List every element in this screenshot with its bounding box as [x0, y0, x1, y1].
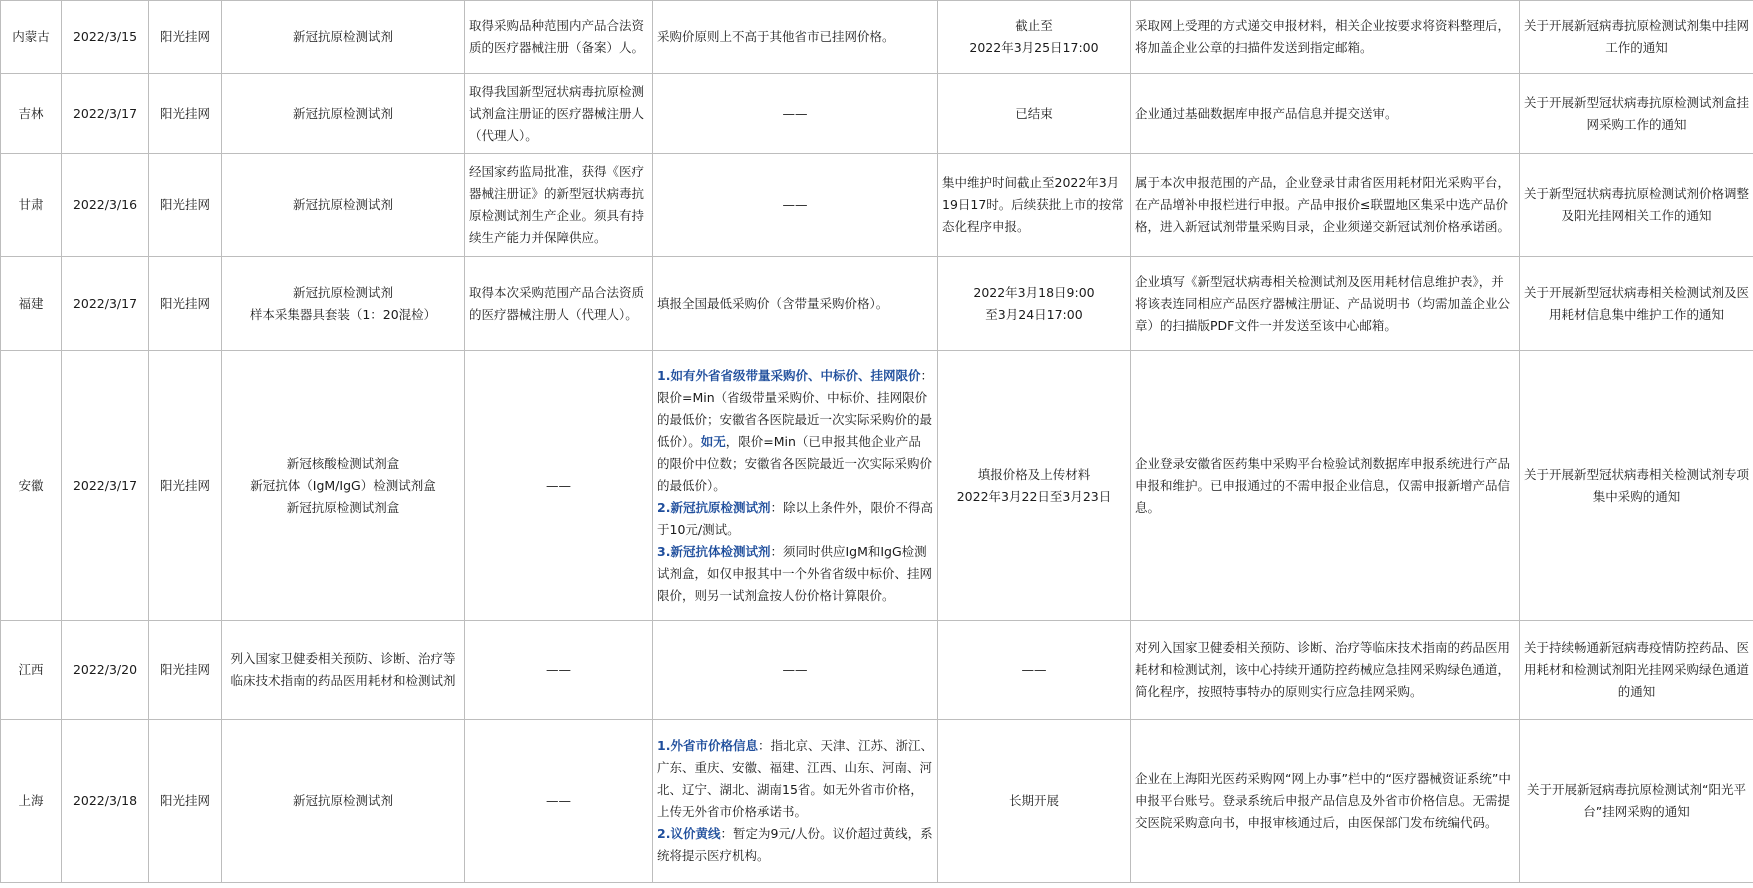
table-row [1, 351, 1753, 621]
price-cell [653, 720, 938, 883]
province-cell: 内蒙古 [1, 1, 62, 74]
product-line: 新冠抗原检测试剂 [292, 197, 393, 212]
price-paragraph [657, 194, 933, 216]
date-cell: 2022/3/18 [62, 720, 149, 883]
process-cell: 企业通过基础数据库申报产品信息并提交送审。 [1131, 74, 1520, 154]
product-cell [222, 720, 465, 883]
price-text: —— [782, 197, 808, 212]
method-cell: 阳光挂网 [149, 257, 222, 351]
date-cell: 2022/3/17 [62, 351, 149, 621]
process-cell: 属于本次申报范围的产品，企业登录甘肃省医用耗材阳光采购平台，在产品增补申报栏进行申报。产品申报价≤联盟地区集采中选产品价格，进入新冠试剂带量采购目录，企业须递交新冠试剂价格承诺函。 [1131, 154, 1520, 257]
product-line: 样本采集器具套装（1：20混检） [249, 306, 437, 322]
method-cell: 阳光挂网 [149, 74, 222, 154]
notice-cell: 关于开展新冠病毒抗原检测试剂“阳光平台”挂网采购的通知 [1520, 720, 1753, 883]
price-text: 填报全国最低采购价（含带量采购价格）。 [657, 295, 889, 311]
deadline-line: 截止至 [1015, 18, 1053, 33]
price-paragraph [657, 26, 933, 48]
province-cell: 上海 [1, 720, 62, 883]
table-row [1, 74, 1753, 154]
qualification-cell: —— [465, 351, 653, 621]
deadline-cell [938, 257, 1131, 351]
price-text: ，限价=Min（已申报其他企业产品的限价中位数；安徽省各医院最近一次实际采购价的最低价）。 [657, 433, 933, 493]
product-cell [222, 257, 465, 351]
price-paragraph [657, 103, 933, 125]
process-cell: 企业填写《新型冠状病毒相关检测试剂及医用耗材信息维护表》，并将该表连同相应产品医疗器械注册证、产品说明书（均需加盖企业公章）的扫描版PDF文件一并发送至该中心邮箱。 [1131, 257, 1520, 351]
notice-cell: 关于新型冠状病毒抗原检测试剂价格调整及阳光挂网相关工作的通知 [1520, 154, 1753, 257]
deadline-line: 集中维护时间截止至2022年3月19日17时。后续获批上市的按常态化程序申报。 [942, 175, 1124, 234]
process-cell: 采取网上受理的方式递交申报材料，相关企业按要求将资料整理后，将加盖企业公章的扫描件发送到指定邮箱。 [1131, 1, 1520, 74]
product-line: 新冠抗原检测试剂 [292, 793, 393, 808]
method-cell: 阳光挂网 [149, 1, 222, 74]
price-highlight: 3.新冠抗体检测试剂 [657, 543, 771, 559]
price-highlight: 2.新冠抗原检测试剂 [657, 499, 771, 515]
date-cell: 2022/3/17 [62, 74, 149, 154]
table-row [1, 257, 1753, 351]
deadline-cell [938, 621, 1131, 720]
price-paragraph [657, 497, 933, 541]
price-highlight: 2.议价黄线 [657, 826, 721, 841]
notice-cell: 关于开展新型冠状病毒抗原检测试剂盒挂网采购工作的通知 [1520, 74, 1753, 154]
price-paragraph [657, 293, 933, 315]
process-cell: 对列入国家卫健委相关预防、诊断、治疗等临床技术指南的药品医用耗材和检测试剂，该中心持续开通防控药械应急挂网采购绿色通道，简化程序，按照特事特办的原则实行应急挂网采购。 [1131, 621, 1520, 720]
province-cell: 甘肃 [1, 154, 62, 257]
process-cell: 企业在上海阳光医药采购网“网上办事”栏中的“医疗器械资证系统”中申报平台账号。登录系统后申报产品信息及外省市价格信息。无需提交医院采购意向书，申报审核通过后，由医保部门发布统编代码。 [1131, 720, 1520, 883]
product-cell [222, 351, 465, 621]
qualification-cell: 取得本次采购范围产品合法资质的医疗器械注册人（代理人）。 [465, 257, 653, 351]
price-paragraph [657, 735, 933, 823]
product-cell [222, 74, 465, 154]
product-cell [222, 1, 465, 74]
deadline-line: 2022年3月18日9:00 [973, 284, 1095, 300]
deadline-cell [938, 74, 1131, 154]
deadline-line: 填报价格及上传材料 [977, 466, 1091, 482]
province-cell: 福建 [1, 257, 62, 351]
table-row [1, 1, 1753, 74]
deadline-line: —— [1021, 662, 1047, 677]
notice-cell: 关于开展新型冠状病毒相关检测试剂专项集中采购的通知 [1520, 351, 1753, 621]
deadline-line: 长期开展 [1008, 793, 1059, 808]
method-cell: 阳光挂网 [149, 351, 222, 621]
deadline-line: 至3月24日17:00 [985, 306, 1083, 322]
product-cell [222, 621, 465, 720]
price-text: ：暂定为9元/人份。议价超过黄线，系统将提示医疗机构。 [657, 826, 933, 863]
price-text: —— [782, 105, 808, 121]
price-cell [653, 1, 938, 74]
deadline-cell [938, 1, 1131, 74]
price-text: —— [782, 662, 808, 677]
method-cell: 阳光挂网 [149, 720, 222, 883]
price-text: ：除以上条件外，限价不得高于10元/测试。 [657, 499, 933, 537]
method-cell: 阳光挂网 [149, 154, 222, 257]
product-cell [222, 154, 465, 257]
price-highlight: 1.外省市价格信息 [657, 738, 758, 753]
price-paragraph [657, 659, 933, 681]
product-line: 新冠抗原检测试剂 [292, 105, 393, 121]
qualification-cell: —— [465, 720, 653, 883]
notice-cell: 关于持续畅通新冠病毒疫情防控药品、医用耗材和检测试剂阳光挂网采购绿色通道的通知 [1520, 621, 1753, 720]
deadline-cell [938, 154, 1131, 257]
date-cell: 2022/3/15 [62, 1, 149, 74]
price-cell [653, 154, 938, 257]
province-cell: 江西 [1, 621, 62, 720]
price-highlight: 如无 [700, 433, 726, 449]
deadline-line: 已结束 [1015, 105, 1053, 121]
price-paragraph [657, 541, 933, 607]
qualification-cell: —— [465, 621, 653, 720]
deadline-line: 2022年3月22日至3月23日 [956, 488, 1112, 504]
qualification-cell: 经国家药监局批准，获得《医疗器械注册证》的新型冠状病毒抗原检测试剂生产企业。须具有持续生产能力并保障供应。 [465, 154, 653, 257]
price-paragraph [657, 365, 933, 497]
notice-cell: 关于开展新冠病毒抗原检测试剂集中挂网工作的通知 [1520, 1, 1753, 74]
price-cell [653, 74, 938, 154]
province-cell: 安徽 [1, 351, 62, 621]
date-cell: 2022/3/17 [62, 257, 149, 351]
qualification-cell: 取得采购品种范围内产品合法资质的医疗器械注册（备案）人。 [465, 1, 653, 74]
product-line: 新冠抗原检测试剂 [292, 284, 393, 300]
table-row [1, 720, 1753, 883]
product-line: 列入国家卫健委相关预防、诊断、治疗等临床技术指南的药品医用耗材和检测试剂 [230, 651, 456, 688]
price-text: 采购价原则上不高于其他省市已挂网价格。 [657, 29, 895, 44]
process-cell: 企业登录安徽省医药集中采购平台检验试剂数据库申报系统进行产品申报和维护。已申报通过的不需申报企业信息，仅需申报新增产品信息。 [1131, 351, 1520, 621]
province-cell: 吉林 [1, 74, 62, 154]
date-cell: 2022/3/16 [62, 154, 149, 257]
table-body [1, 1, 1753, 883]
method-cell: 阳光挂网 [149, 621, 222, 720]
deadline-cell [938, 720, 1131, 883]
table-row [1, 621, 1753, 720]
price-highlight: 1.如有外省省级带量采购价、中标价、挂网限价 [657, 367, 921, 383]
price-cell [653, 351, 938, 621]
price-text: ：指北京、天津、江苏、浙江、广东、重庆、安徽、福建、江西、山东、河南、河北、辽宁、湖北、湖南15省。如无外省市价格，上传无外省市价格承诺书。 [657, 738, 933, 819]
price-text: ：限价=Min（省级带量采购价、中标价、挂网限价的最低价；安徽省各医院最近一次实际采购价的最低价）。 [657, 367, 933, 449]
deadline-cell [938, 351, 1131, 621]
product-line: 新冠抗原检测试剂盒 [286, 499, 400, 515]
product-line: 新冠抗体（IgM/IgG）检测试剂盒 [250, 477, 436, 493]
product-line: 新冠核酸检测试剂盒 [286, 455, 400, 471]
deadline-line: 2022年3月25日17:00 [969, 40, 1099, 55]
price-cell [653, 257, 938, 351]
product-line: 新冠抗原检测试剂 [292, 29, 393, 44]
notice-cell: 关于开展新型冠状病毒相关检测试剂及医用耗材信息集中维护工作的通知 [1520, 257, 1753, 351]
table-row [1, 154, 1753, 257]
date-cell: 2022/3/20 [62, 621, 149, 720]
price-text: ：须同时供应IgM和IgG检测试剂盒，如仅申报其中一个外省省级中标价、挂网限价，则另一试剂盒按人份价格计算限价。 [657, 543, 933, 603]
price-paragraph [657, 823, 933, 867]
qualification-cell: 取得我国新型冠状病毒抗原检测试剂盒注册证的医疗器械注册人（代理人）。 [465, 74, 653, 154]
price-cell [653, 621, 938, 720]
